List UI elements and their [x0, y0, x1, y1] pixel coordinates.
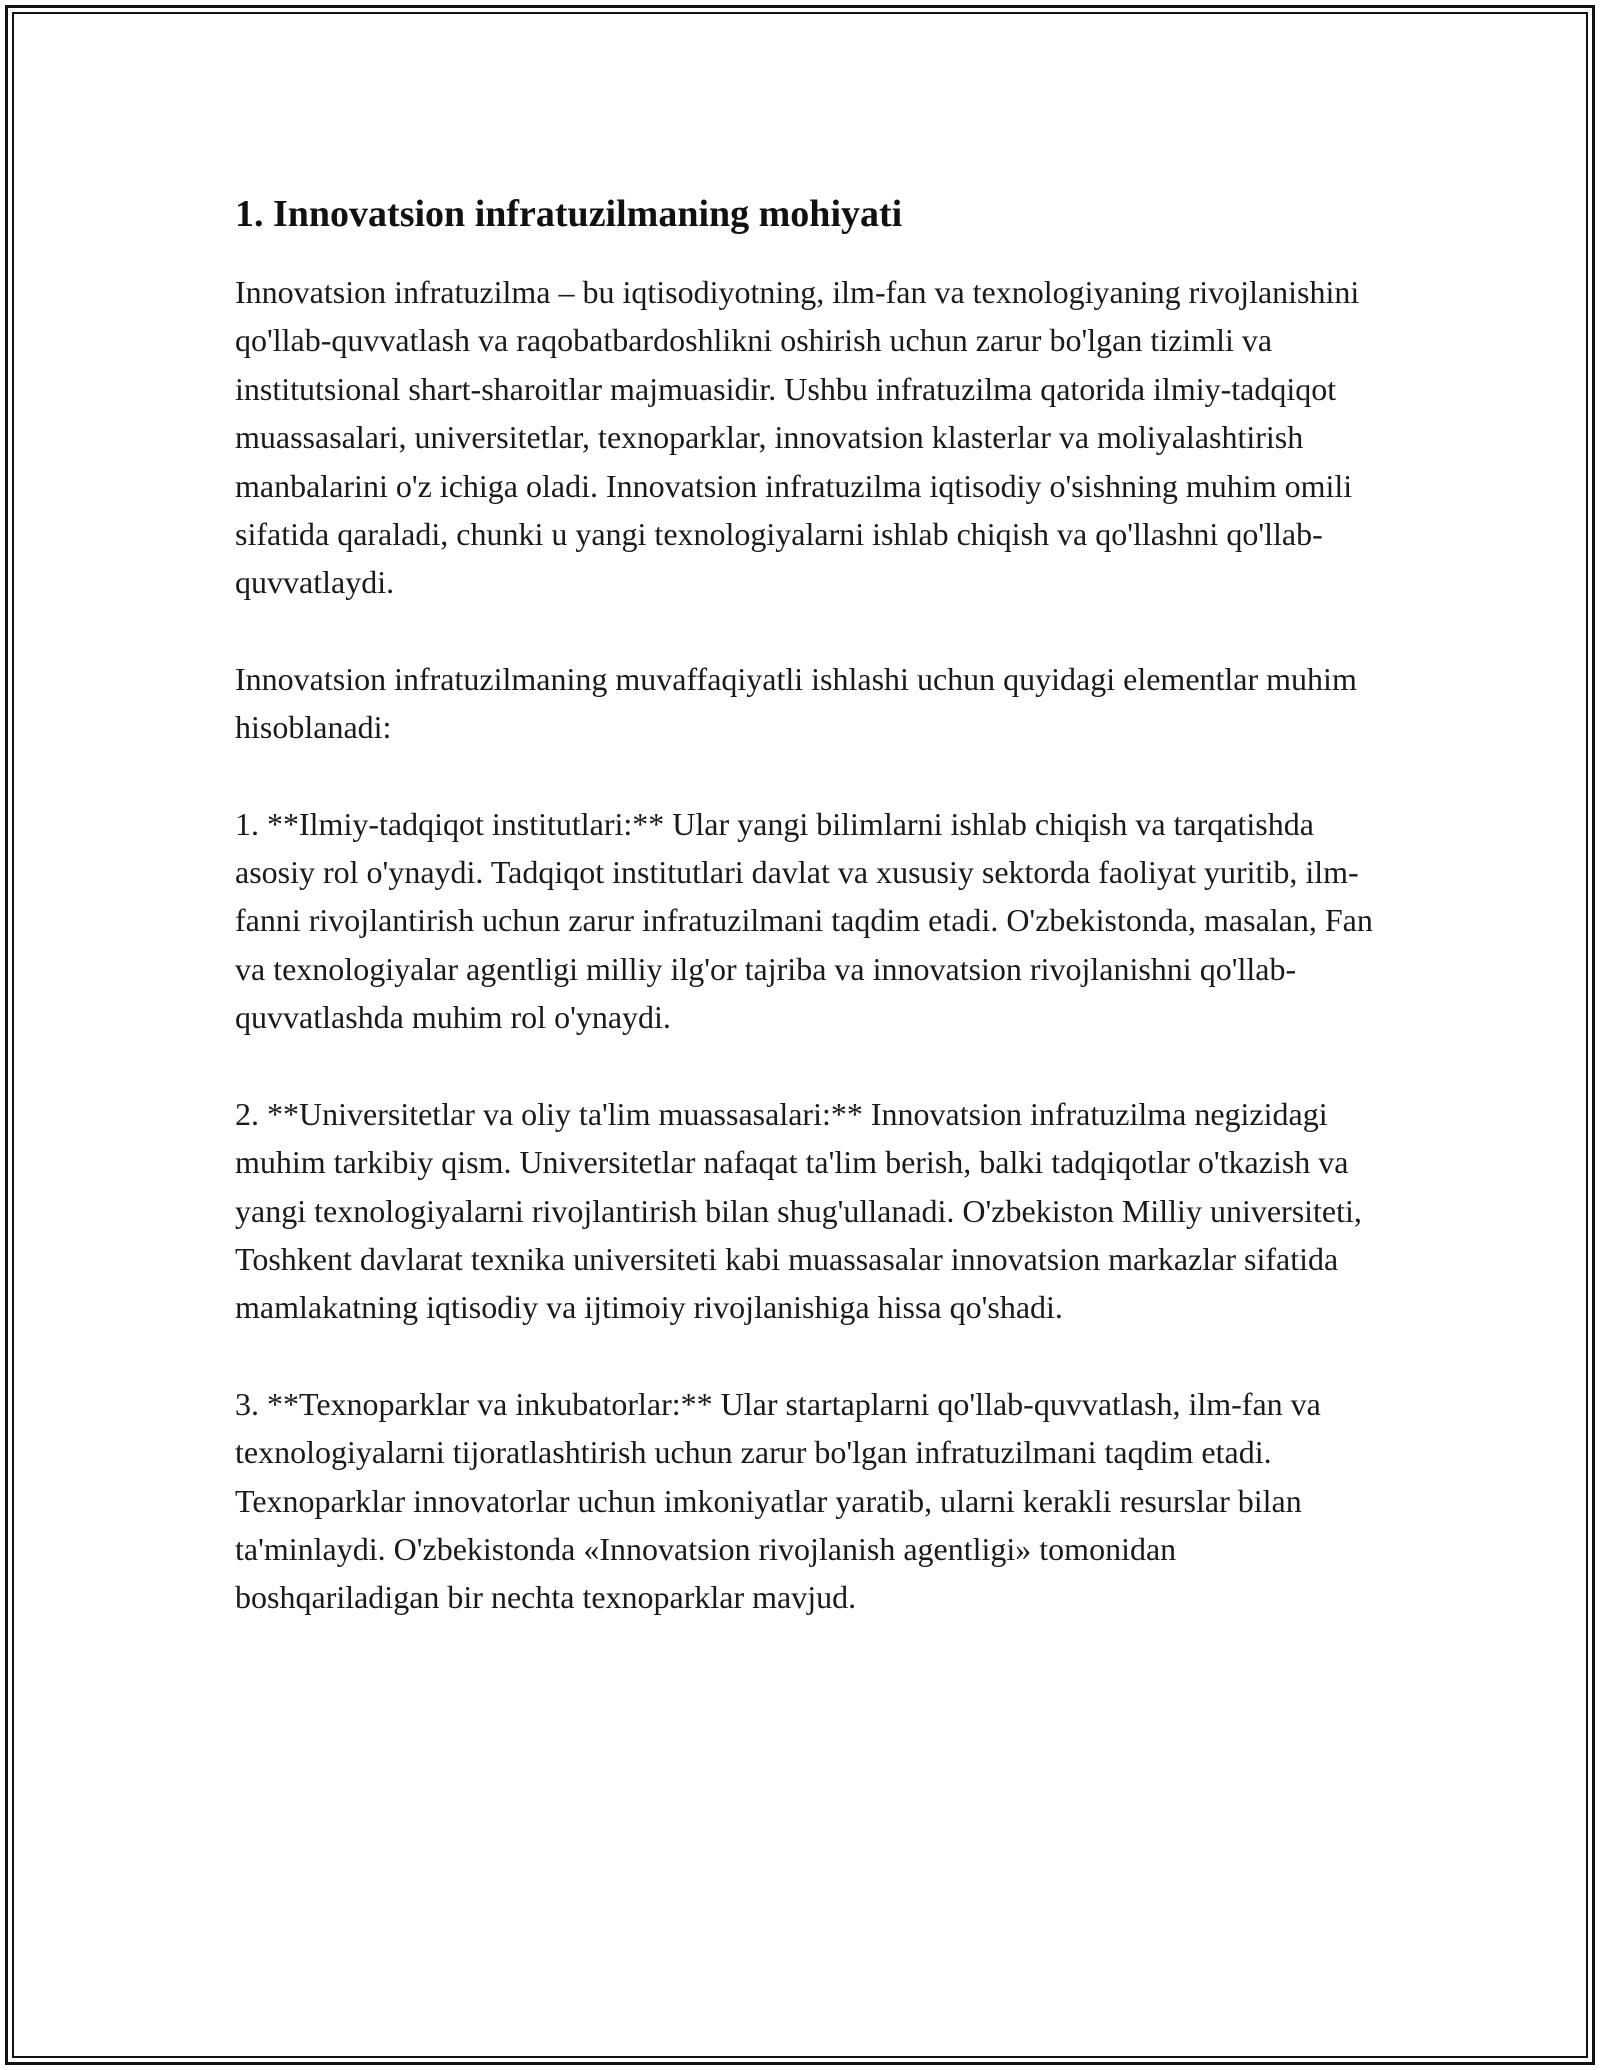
elements-intro-paragraph: Innovatsion infratuzilmaning muvaffaqiyatli ishlashi uchun quyidagi elementlar muhim hisoblanadi: — [235, 660, 1357, 746]
list-item-technoparks: 3. **Texnoparklar va inkubatorlar:** Ular startaplarni qo'llab-quvvatlash, ilm-fan va texnologiyalarni tijoratlashtirish uchun zarur bo'lgan infratuzilmani taqdim etadi. Texnoparklar innovatorlar uchun imkoniyatlar yaratib, ularni kerakli resurslar bilan ta'minlaydi. O'zbekistonda «Innovatsion rivojlanish agentligi» tomonidan boshqariladigan bir nechta texnoparklar mavjud. — [235, 1385, 1321, 1616]
list-item-research-institutes: 1. **Ilmiy-tadqiqot institutlari:** Ular yangi bilimlarni ishlab chiqish va tarqatishda asosiy rol o'ynaydi. Tadqiqot institutlari davlat va xususiy sektorda faoliyat yuritib, ilm-fanni rivojlantirish uchun zarur infratuzilmani taqdim etadi. O'zbekistonda, masalan, Fan va texnologiyalar agentligi milliy ilg'or tajriba va innovatsion rivojlanishni qo'llab-quvvatlashda muhim rol o'ynaydi. — [235, 805, 1373, 1036]
intro-paragraph: Innovatsion infratuzilma – bu iqtisodiyotning, ilm-fan va texnologiyaning rivojlanishini qo'llab-quvvatlash va raqobatbardoshlikni oshirish uchun zarur bo'lgan tizimli va institutsional shart-sharoitlar majmuasidir. Ushbu infratuzilma qatorida ilmiy-tadqiqot muassasalari, universitetlar, texnoparklar, innovatsion klasterlar va moliyalashtirish manbalarini o'z ichiga oladi. Innovatsion infratuzilma iqtisodiy o'sishning muhim omili sifatida qaraladi, chunki u yangi texnologiyalarni ishlab chiqish va qo'llashni qo'llab-quvvatlaydi. — [235, 274, 1360, 601]
list-item-universities: 2. **Universitetlar va oliy ta'lim muassasalari:** Innovatsion infratuzilma negizidagi muhim tarkibiy qism. Universitetlar nafaqat ta'lim berish, balki tadqiqotlar o'tkazish va yangi texnologiyalarni rivojlantirish bilan shug'ullanadi. O'zbekiston Milliy universiteti, Toshkent davlarat texnika universiteti kabi muassasalar innovatsion markazlar sifatida mamlakatning iqtisodiy va ijtimoiy rivojlanishiga hissa qo'shadi. — [235, 1095, 1362, 1326]
document-body — [235, 190, 1375, 1670]
section-heading: 1. Innovatsion infratuzilmaning mohiyati — [235, 193, 903, 235]
